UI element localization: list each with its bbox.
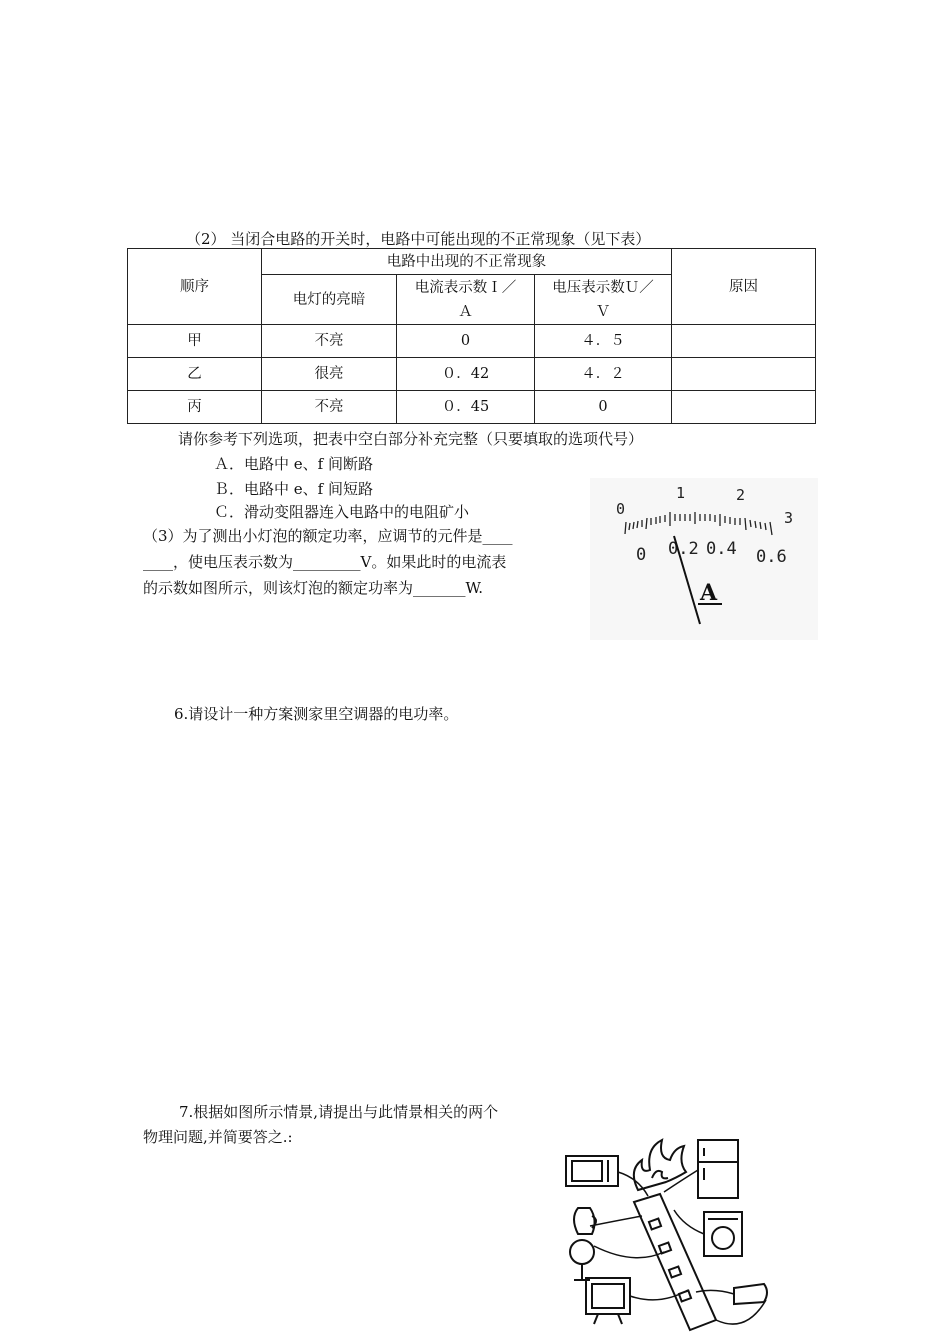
row-light: 很亮 — [262, 358, 397, 391]
row-current: ０．45 — [397, 391, 535, 424]
row-current: ０．42 — [397, 358, 535, 391]
question-7-line1: 7.根据如图所示情景,请提出与此情景相关的两个 — [179, 1103, 499, 1121]
header-order: 顺序 — [128, 249, 262, 325]
bottom-scale-label: 0.6 — [756, 547, 787, 567]
question-6: 6.请设计一种方案测家里空调器的电功率。 — [174, 705, 459, 723]
overloaded-socket-illustration — [558, 1120, 798, 1338]
header-current: 电流表示数Ｉ／ Ａ — [397, 275, 535, 325]
table-row — [128, 325, 816, 358]
header-voltage: 电压表示数Ｕ／ Ｖ — [535, 275, 672, 325]
row-voltage: 0 — [535, 391, 672, 424]
ammeter-dial-figure — [590, 478, 818, 640]
header-reason: 原因 — [672, 249, 816, 325]
ammeter-unit-label: A — [700, 580, 718, 606]
header-group: 电路中出现的不正常现象 — [262, 249, 672, 275]
question-7-line2: 物理问题,并简要答之.: — [143, 1128, 293, 1146]
row-order: 乙 — [128, 358, 262, 391]
row-reason[interactable] — [672, 391, 816, 424]
television-icon — [586, 1278, 630, 1324]
option-c: Ｃ．滑动变阻器连入电路中的电阻矿小 — [214, 503, 470, 521]
section3-line2: ____，使电压表示数为_________V。如果此时的电流表 — [143, 553, 507, 571]
row-light: 不亮 — [262, 325, 397, 358]
washing-machine-icon — [704, 1212, 742, 1256]
iron-icon — [734, 1284, 767, 1304]
row-reason[interactable] — [672, 358, 816, 391]
table-row — [128, 391, 816, 424]
bottom-scale-label: 0.2 — [668, 539, 699, 559]
abnormal-phenomena-table — [127, 248, 816, 424]
refrigerator-icon — [698, 1140, 738, 1198]
section3-line3: 的示数如图所示，则该灯泡的额定功率为_______W. — [143, 579, 484, 597]
microwave-icon — [566, 1156, 618, 1186]
section2-intro: （2） 当闭合电路的开关时，电路中可能出现的不正常现象（见下表） — [186, 230, 651, 248]
top-scale-label: 3 — [784, 509, 794, 527]
row-current: 0 — [397, 325, 535, 358]
bottom-scale-label: 0.4 — [706, 539, 737, 559]
fan-icon — [570, 1240, 594, 1280]
row-order: 丙 — [128, 391, 262, 424]
option-b: Ｂ．电路中 e、f 间短路 — [214, 480, 373, 498]
kettle-icon — [574, 1208, 596, 1234]
bottom-scale-label: 0 — [636, 545, 647, 565]
header-light: 电灯的亮暗 — [262, 275, 397, 325]
table-row — [128, 358, 816, 391]
row-voltage: ４．２ — [535, 358, 672, 391]
top-scale-label: 1 — [676, 484, 686, 502]
row-light: 不亮 — [262, 391, 397, 424]
top-scale-label: 0 — [616, 500, 626, 518]
option-a: Ａ．电路中 e、f 间断路 — [214, 455, 373, 473]
row-order: 甲 — [128, 325, 262, 358]
section3-line1: （3）为了测出小灯泡的额定功率，应调节的元件是____ — [143, 527, 513, 545]
top-scale-label: 2 — [736, 486, 746, 504]
row-voltage: ４．５ — [535, 325, 672, 358]
instruction-text: 请你参考下列选项，把表中空白部分补充完整（只要填取的选项代号） — [178, 430, 644, 448]
row-reason[interactable] — [672, 325, 816, 358]
